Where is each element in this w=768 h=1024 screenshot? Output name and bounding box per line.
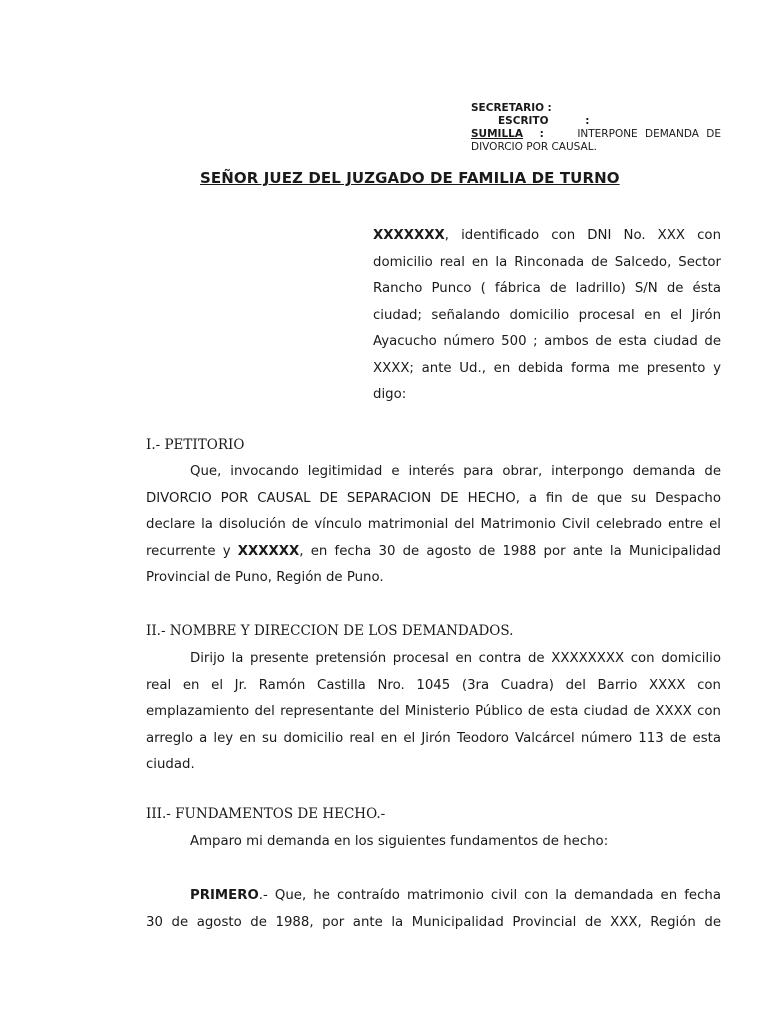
sumilla-row — [471, 128, 721, 141]
paragraph-line: Que, invocando legitimidad e interés para obrar, interpongo demanda de — [190, 464, 721, 479]
secretario-colon: : — [547, 102, 552, 114]
paragraph-line: PRIMERO.- Que, he contraído matrimonio civil con la demandada en fecha — [190, 888, 721, 903]
intro-line: XXXXXXX, identificado con DNI No. XXX con — [373, 228, 721, 243]
claimant-name: XXXXXXX — [373, 228, 445, 243]
document-title: SEÑOR JUEZ DEL JUZGADO DE FAMILIA DE TURNO — [200, 169, 620, 187]
fundamentos-intro — [146, 829, 721, 856]
secretario-row — [471, 102, 721, 115]
intro-paragraph — [373, 223, 721, 409]
paragraph-line: emplazamiento del representante del Ministerio Público de esta ciudad de XXXX con — [146, 704, 721, 719]
paragraph-line: real en el Jr. Ramón Castilla Nro. 1045 (3ra Cuadra) del Barrio XXXX con — [146, 677, 721, 693]
paragraph-line: Amparo mi demanda en los siguientes fundamentos de hecho: — [190, 834, 609, 849]
primero-label: PRIMERO — [190, 888, 259, 903]
intro-line: domicilio real en la Rinconada de Salcedo, Sector — [373, 254, 721, 270]
sumilla-text-line1: INTERPONE DEMANDA DE — [577, 128, 721, 140]
sumilla-label: SUMILLA — [471, 128, 523, 140]
paragraph-line: ciudad. — [146, 757, 195, 772]
secretario-label: SECRETARIO — [471, 102, 545, 114]
intro-line: Rancho Punco ( fábrica de ladrillo) S/N de ésta — [373, 281, 721, 296]
paragraph-line: 30 de agosto de 1988, por ante la Municipalidad Provincial de XXX, Región de — [146, 914, 721, 930]
section-heading-demandados: II.- NOMBRE Y DIRECCION DE LOS DEMANDADOS. — [146, 623, 514, 639]
sumilla-colon: : — [539, 128, 544, 140]
section-heading-petitorio: I.- PETITORIO — [146, 437, 245, 453]
intro-line: XXXX; ante Ud., en debida forma me presento y — [373, 360, 721, 376]
paragraph-line: arreglo a ley en su domicilio real en el Jirón Teodoro Valcárcel número 113 de esta — [146, 730, 721, 746]
petitorio-paragraph — [146, 459, 721, 592]
respondent-name: XXXXXX — [237, 543, 300, 559]
demandados-paragraph — [146, 646, 721, 779]
intro-line: digo: — [373, 387, 407, 402]
paragraph-line: Provincial de Puno, Región de Puno. — [146, 570, 384, 585]
document-header — [471, 102, 721, 154]
paragraph-line: Dirijo la presente pretensión procesal en contra de XXXXXXXX con domicilio — [190, 651, 721, 666]
intro-line: Ayacucho número 500 ; ambos de esta ciudad de — [373, 334, 721, 349]
escrito-colon: : — [585, 115, 590, 127]
paragraph-line: declare la disolución de vínculo matrimonial del Matrimonio Civil celebrado entre el — [146, 517, 721, 532]
escrito-label: ESCRITO — [498, 115, 549, 127]
primero-paragraph — [146, 883, 721, 936]
paragraph-line: DIVORCIO POR CAUSAL DE SEPARACION DE HECHO, a fin de que su Despacho — [146, 490, 721, 506]
paragraph-line: recurrente y XXXXXX, en fecha 30 de agosto de 1988 por ante la Municipalidad — [146, 543, 721, 559]
intro-line: ciudad; señalando domicilio procesal en el Jirón — [373, 307, 721, 323]
section-heading-fundamentos: III.- FUNDAMENTOS DE HECHO.- — [146, 806, 386, 822]
escrito-row — [471, 115, 721, 128]
sumilla-text-line2: DIVORCIO POR CAUSAL. — [471, 141, 597, 153]
